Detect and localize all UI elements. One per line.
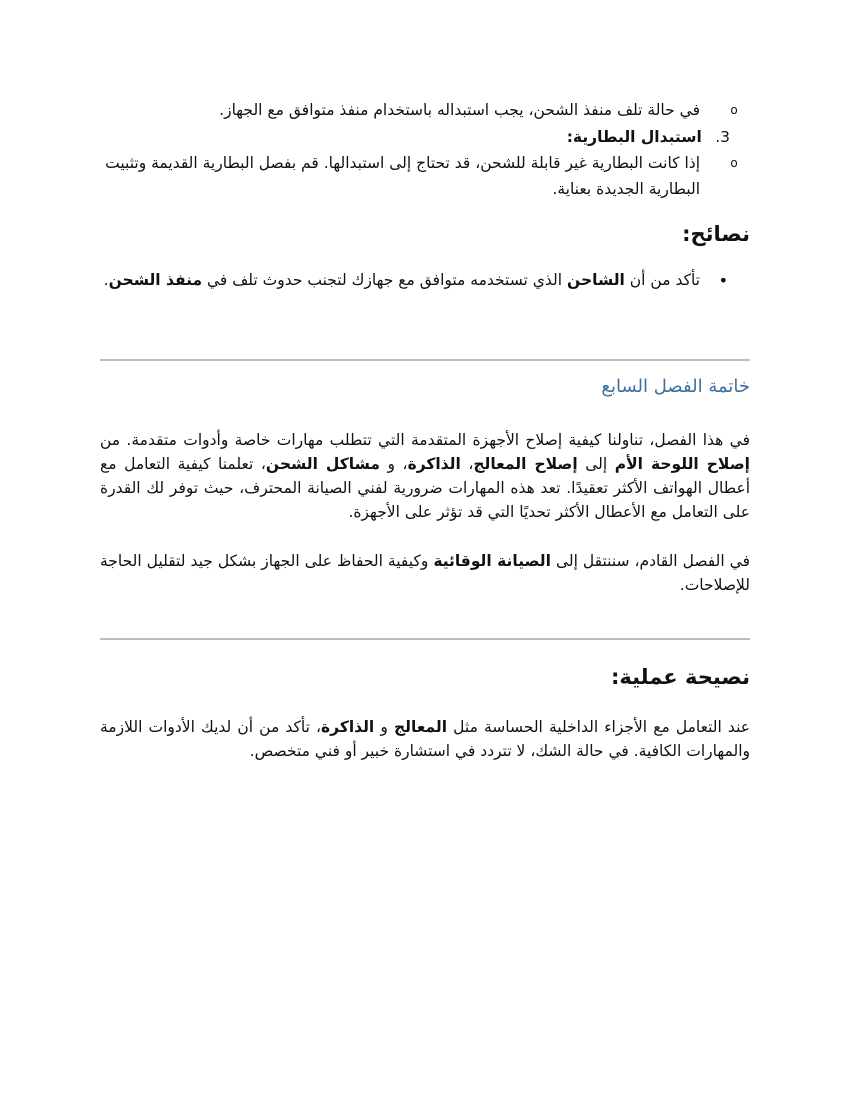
practical-bold-processor: المعالج bbox=[393, 718, 448, 736]
document-page bbox=[100, 0, 750, 1100]
practical-tip-heading: نصيحة عملية: bbox=[610, 665, 750, 689]
conclusion-p2-text-2: وكيفية الحفاظ على الجهاز بشكل جيد لتقليل الحاجة للإصلاحات. bbox=[100, 552, 750, 594]
conclusion-p1-bold-motherboard: إصلاح اللوحة الأم bbox=[614, 455, 750, 473]
conclusion-paragraph-2 bbox=[100, 549, 750, 597]
conclusion-p1-bold-memory: الذاكرة bbox=[407, 455, 461, 473]
list-sub-marker: o bbox=[730, 156, 738, 170]
list-sub-marker: o bbox=[730, 103, 738, 117]
list-sub-item-battery-text: إذا كانت البطارية غير قابلة للشحن، قد تحتاج إلى استبدالها. قم بفصل البطارية القديمة وتثبيت البطارية الجديدة بعناية. bbox=[105, 154, 700, 198]
conclusion-paragraph-1 bbox=[100, 428, 750, 524]
tips-text-2: الذي تستخدمه متوافق مع جهازك لتجنب حدوث تلف في bbox=[202, 271, 568, 289]
conclusion-p2-text-1: في الفصل القادم، سننتقل إلى bbox=[550, 552, 750, 570]
conclusion-p1-bold-charging: مشاكل الشحن bbox=[265, 455, 380, 473]
list-item-3-title: استبدال البطارية: bbox=[566, 128, 702, 146]
tips-bullet-item bbox=[100, 268, 728, 293]
conclusion-title: خاتمة الفصل السابع bbox=[601, 376, 750, 397]
conclusion-p1-bold-processor: إصلاح المعالج bbox=[473, 455, 578, 473]
conclusion-p1-text-1: في هذا الفصل، تناولنا كيفية إصلاح الأجهزة المتقدمة التي تتطلب مهارات خاصة وأدوات متقدمة. من bbox=[100, 431, 750, 449]
conclusion-p1-text-3: ، bbox=[460, 455, 474, 473]
section-divider bbox=[100, 359, 750, 361]
list-sub-item-port bbox=[100, 97, 738, 123]
tips-bold-port: منفذ الشحن bbox=[108, 271, 203, 289]
list-sub-item-battery bbox=[100, 150, 738, 202]
list-sub-item-port-text: في حالة تلف منفذ الشحن، يجب استبداله باستخدام منفذ متوافق مع الجهاز. bbox=[219, 101, 700, 119]
conclusion-p2-bold-preventive: الصيانة الوقائية bbox=[433, 552, 551, 570]
practical-text-3: ، تأكد من أن لديك الأدوات اللازمة والمهارات الكافية. في حالة الشك، لا تتردد في استشارة خبير أو فني متخصص. bbox=[100, 718, 750, 760]
practical-bold-memory: الذاكرة bbox=[321, 718, 375, 736]
practical-text-1: عند التعامل مع الأجزاء الداخلية الحساسة مثل bbox=[447, 718, 750, 736]
section-divider bbox=[100, 638, 750, 640]
tips-heading: نصائح: bbox=[682, 222, 750, 246]
practical-tip-paragraph bbox=[100, 715, 750, 763]
tips-bold-charger: الشاحن bbox=[567, 271, 625, 289]
bullet-marker: • bbox=[718, 271, 728, 290]
practical-text-2: و bbox=[374, 718, 394, 736]
tips-text-1: تأكد من أن bbox=[624, 271, 700, 289]
list-item-3 bbox=[100, 124, 730, 150]
tips-text-3: . bbox=[103, 271, 109, 289]
conclusion-p1-text-2: إلى bbox=[577, 455, 615, 473]
conclusion-p1-text-5: ، تعلمنا كيفية التعامل مع أعطال الهواتف الأكثر تعقيدًا. تعد هذه المهارات ضرورية لفني الصيانة المحترف، حيث توفر لك القدرة على التعامل مع الأعطال الأكثر تحديًا التي قد تؤثر على الأجهزة. bbox=[100, 455, 750, 521]
list-item-3-number: 3. bbox=[715, 128, 730, 146]
conclusion-p1-text-4: ، و bbox=[379, 455, 408, 473]
